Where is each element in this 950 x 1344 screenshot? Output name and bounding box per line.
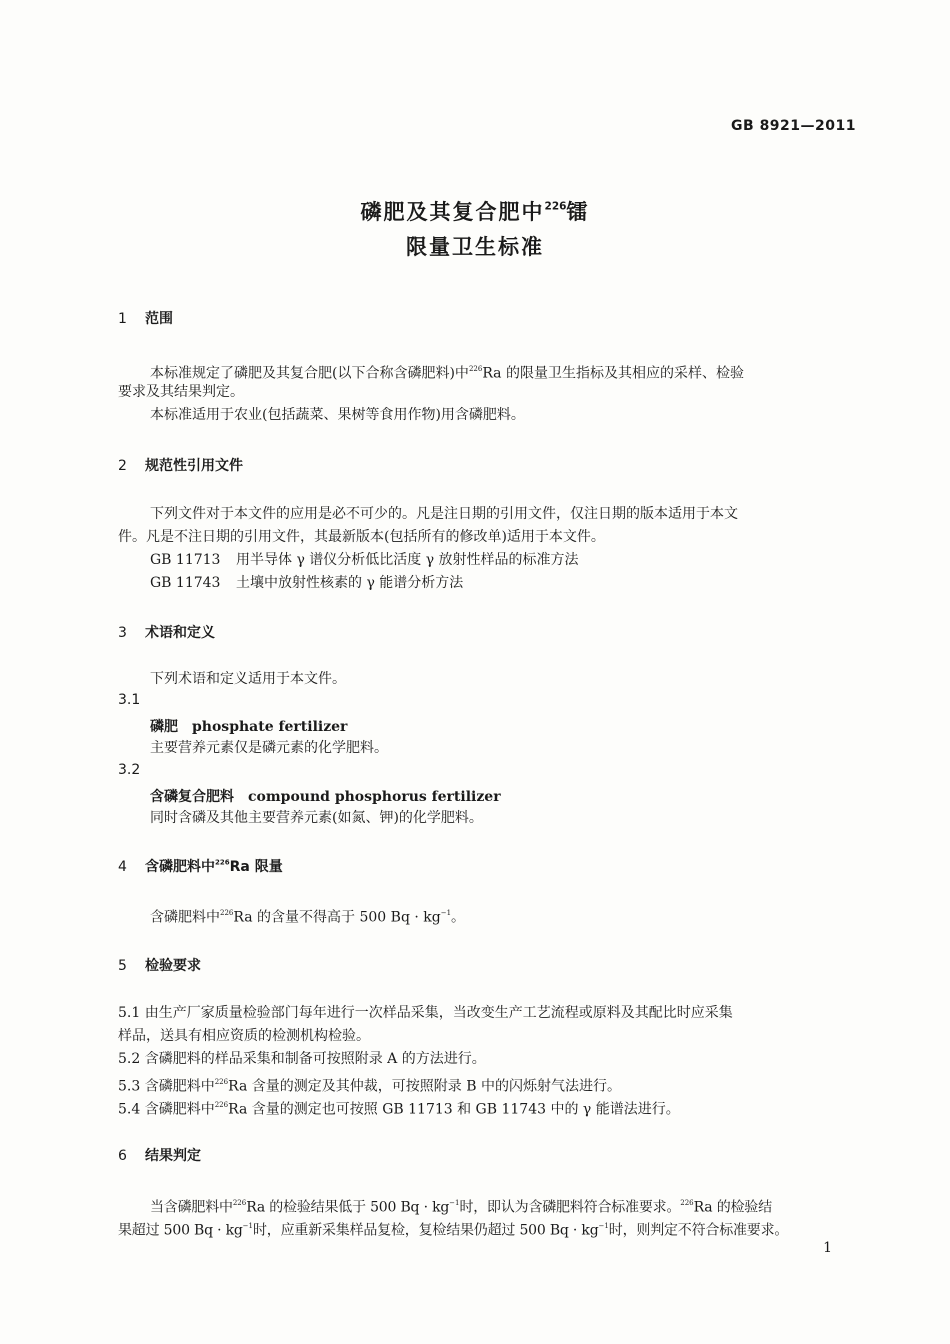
- section-4-paragraph: 含磷肥料中$^{226}$Ra 的含量不得高于 500 $Bq \cdot kg^{-1}$。: [150, 909, 466, 926]
- standard-code: GB 8921—2011: [731, 118, 856, 134]
- term-3-2-definition: 同时含磷及其他主要营养元素(如氮、钾)的化学肥料。: [150, 810, 483, 826]
- section-1-heading: 1 范围: [118, 311, 173, 327]
- clause-5-1-line-2: 样品，送具有相应资质的检测机构检验。: [118, 1028, 370, 1044]
- term-3-1-definition: 主要营养元素仅是磷元素的化学肥料。: [150, 740, 388, 756]
- term-3-2: 含磷复合肥料 compound phosphorus fertilizer: [150, 789, 501, 805]
- section-5-heading: 5 检验要求: [118, 958, 201, 974]
- section-1-paragraph-1-line-1: 本标准规定了磷肥及其复合肥(以下合称含磷肥料)中$^{226}$Ra 的限量卫生指标及其相应的采样、检验: [150, 365, 744, 382]
- clause-5-3: 5.3 含磷肥料中$^{226}$Ra 含量的测定及其仲裁，可按照附录 B 中的闪烁射气法进行。: [118, 1078, 621, 1095]
- document-title-line1: 磷肥及其复合肥中$^{226}$镭: [360, 200, 590, 224]
- section-1-paragraph-1-line-2: 要求及其结果判定。: [118, 384, 244, 400]
- clause-5-4: 5.4 含磷肥料中$^{226}$Ra 含量的测定也可按照 GB 11713 和 GB 11743 中的 γ 能谱法进行。: [118, 1101, 680, 1118]
- term-3-2-number: 3.2: [118, 762, 141, 778]
- normative-reference-2: GB 11743 土壤中放射性核素的 γ 能谱分析方法: [150, 575, 464, 591]
- section-6-heading: 6 结果判定: [118, 1148, 201, 1164]
- section-2-heading: 2 规范性引用文件: [118, 458, 243, 474]
- section-2-paragraph-line-2: 件。凡是不注日期的引用文件，其最新版本(包括所有的修改单)适用于本文件。: [118, 529, 605, 545]
- clause-5-2: 5.2 含磷肥料的样品采集和制备可按照附录 A 的方法进行。: [118, 1051, 486, 1067]
- document-title-line2: 限量卫生标准: [406, 235, 544, 259]
- section-3-heading: 3 术语和定义: [118, 625, 215, 641]
- section-2-paragraph-line-1: 下列文件对于本文件的应用是必不可少的。凡是注日期的引用文件，仅注日期的版本适用于本文: [150, 506, 738, 522]
- clause-5-1-line-1: 5.1 由生产厂家质量检验部门每年进行一次样品采集，当改变生产工艺流程或原料及其配比时应采集: [118, 1005, 733, 1021]
- section-3-intro: 下列术语和定义适用于本文件。: [150, 671, 346, 687]
- section-6-paragraph-line-2: 果超过 500 $Bq \cdot kg^{-1}$时，应重新采集样品复检，复检结果仍超过 500 $Bq \cdot kg^{-1}$时，则判定不符合标准要求。: [118, 1222, 789, 1239]
- normative-reference-1: GB 11713 用半导体 γ 谱仪分析低比活度 γ 放射性样品的标准方法: [150, 552, 579, 568]
- page-number: 1: [823, 1240, 832, 1256]
- section-4-heading: 4 含磷肥料中$^{226}$Ra 限量: [118, 858, 283, 875]
- section-6-paragraph-line-1: 当含磷肥料中$^{226}$Ra 的检验结果低于 500 $Bq \cdot kg^{-1}$时，即认为含磷肥料符合标准要求。$^{226}$Ra 的检验结: [150, 1199, 772, 1216]
- term-3-1-number: 3.1: [118, 692, 141, 708]
- term-3-1: 磷肥 phosphate fertilizer: [150, 719, 348, 735]
- section-1-paragraph-2: 本标准适用于农业(包括蔬菜、果树等食用作物)用含磷肥料。: [150, 407, 525, 423]
